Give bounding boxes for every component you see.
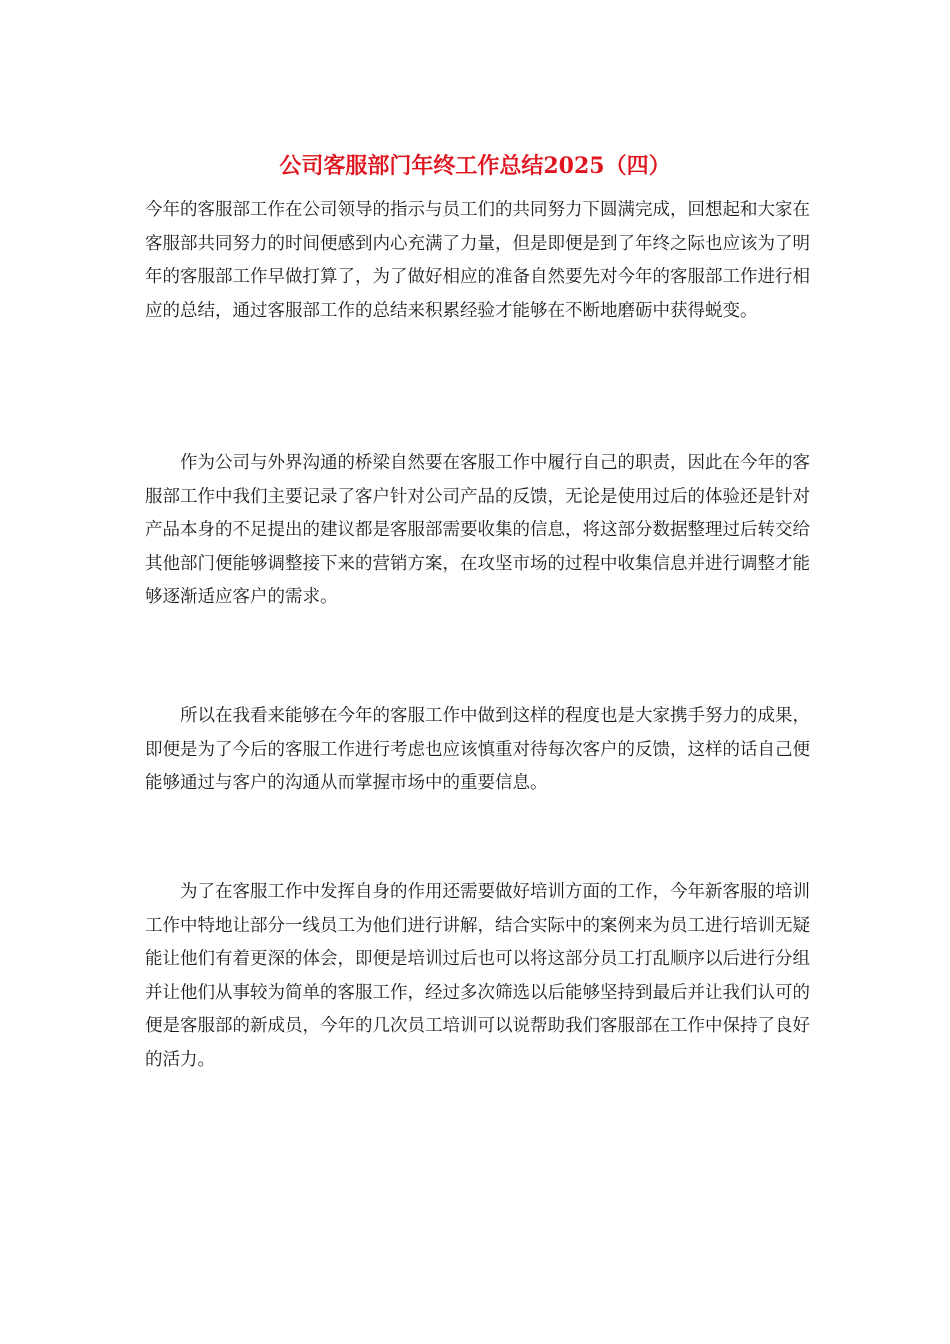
document-title: 公司客服部门年终工作总结2025（四） <box>279 153 671 179</box>
paragraph-4: 为了在客服工作中发挥自身的作用还需要做好培训方面的工作，今年新客服的培训工作中特地让部分一线员工为他们进行讲解，结合实际中的案例来为员工进行培训无疑能让他们有着更深的体会，即便是培训过后也可以将这部分员工打乱顺序以后进行分组并让他们从事较为简单的客服工作，经过多次筛选以后能够坚持到最后并让我们认可的便是客服部的新成员，今年的几次员工培训可以说帮助我们客服部在工作中保持了良好的活力。 <box>145 882 810 1070</box>
paragraph-3: 所以在我看来能够在今年的客服工作中做到这样的程度也是大家携手努力的成果，即便是为了今后的客服工作进行考虑也应该慎重对待每次客户的反馈，这样的话自己便能够通过与客户的沟通从而掌握市场中的重要信息。 <box>145 706 810 793</box>
paragraph-2: 作为公司与外界沟通的桥梁自然要在客服工作中履行自己的职责，因此在今年的客服部工作中我们主要记录了客户针对公司产品的反馈，无论是使用过后的体验还是针对产品本身的不足提出的建议都是客服部需要收集的信息，将这部分数据整理过后转交给其他部门便能够调整接下来的营销方案，在攻坚市场的过程中收集信息并进行调整才能够逐渐适应客户的需求。 <box>145 453 810 607</box>
paragraph-1: 今年的客服部工作在公司领导的指示与员工们的共同努力下圆满完成，回想起和大家在客服部共同努力的时间便感到内心充满了力量，但是即便是到了年终之际也应该为了明年的客服部工作早做打算了，为了做好相应的准备自然要先对今年的客服部工作进行相应的总结，通过客服部工作的总结来积累经验才能够在不断地磨砺中获得蜕变。 <box>145 200 810 321</box>
